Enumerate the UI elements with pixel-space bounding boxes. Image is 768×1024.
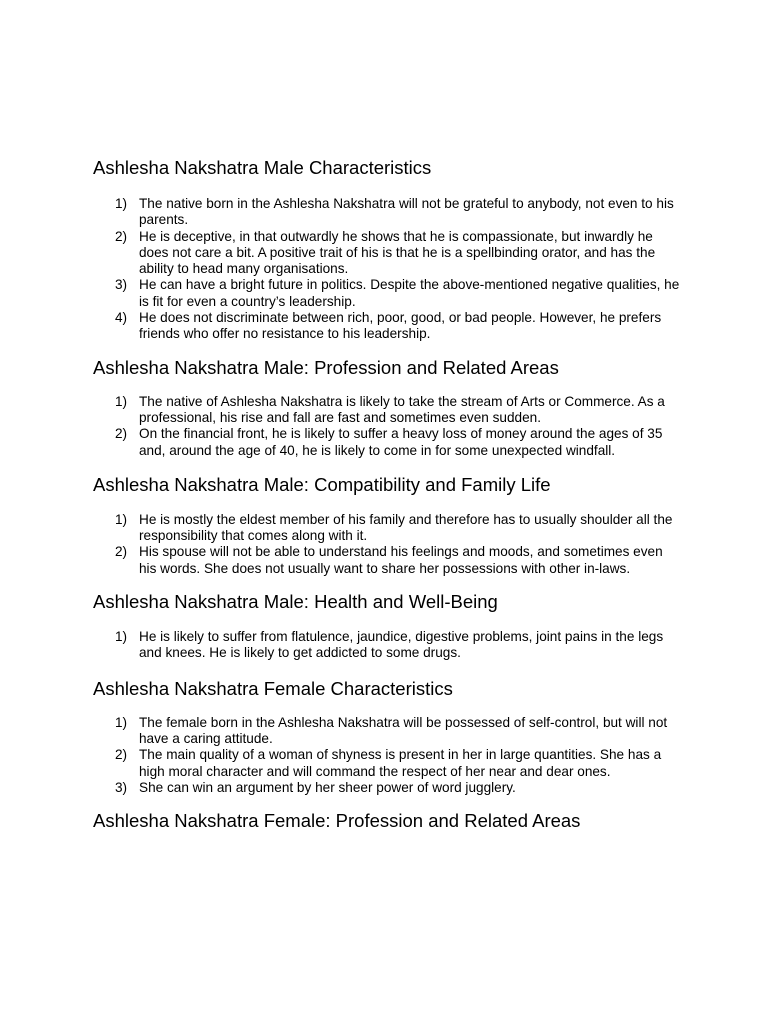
list-item	[93, 629, 683, 662]
section-male-family-life	[93, 474, 683, 577]
section-male-profession	[93, 357, 683, 459]
list-number: 2)	[115, 747, 128, 763]
list-item	[93, 229, 683, 278]
list-item-text: He does not discriminate between rich, poor, good, or bad people. However, he prefers friends who offer no resistance to his leadership.	[139, 310, 662, 342]
list-item-text: She can win an argument by her sheer power of word jugglery.	[139, 779, 516, 795]
list-item	[93, 426, 683, 459]
list-item-text: His spouse will not be able to understand his feelings and moods, and sometimes even his words. She does not usually want to share her possessions with other in-laws.	[139, 544, 663, 576]
section-heading: Ashlesha Nakshatra Male: Profession and Related Areas	[93, 356, 559, 378]
list-item	[93, 310, 683, 343]
numbered-list	[93, 512, 683, 577]
list-number: 1)	[115, 393, 128, 409]
section-heading: Ashlesha Nakshatra Male Characteristics	[93, 157, 432, 178]
list-number: 1)	[115, 714, 128, 730]
numbered-list	[93, 715, 683, 796]
list-number: 1)	[115, 196, 128, 211]
list-number: 1)	[115, 629, 128, 645]
list-item	[93, 715, 683, 748]
numbered-list	[93, 394, 683, 459]
list-number: 2)	[115, 544, 128, 560]
list-item-text: The native of Ashlesha Nakshatra is likely to take the stream of Arts or Commerce. As a professional, his rise and fall are fast and sometimes even sudden.	[139, 393, 665, 425]
list-item-text: The main quality of a woman of shyness is present in her in large quantities. She has a high moral character and will command the respect of her near and dear ones.	[139, 747, 662, 779]
list-item	[93, 780, 683, 796]
list-number: 2)	[115, 426, 128, 442]
list-item-text: The female born in the Ashlesha Nakshatra will be possessed of self-control, but will not have a caring attitude.	[139, 714, 668, 746]
list-item-text: He is deceptive, in that outwardly he shows that he is compassionate, but inwardly he does not care a bit. A positive trait of his is that he is a spellbinding orator, and has the ability to head many organisations.	[139, 228, 656, 277]
list-item-text: He can have a bright future in politics. Despite the above-mentioned negative qualities, he is fit for even a country’s leadership.	[139, 277, 680, 309]
list-item-text: He is likely to suffer from flatulence, jaundice, digestive problems, joint pains in the legs and knees. He is likely to get addicted to some drugs.	[139, 629, 664, 661]
list-item	[93, 512, 683, 545]
list-item	[93, 394, 683, 427]
list-item-text: The native born in the Ashlesha Nakshatra will not be grateful to anybody, not even to his parents.	[139, 196, 674, 228]
section-heading: Ashlesha Nakshatra Female Characteristics	[93, 677, 453, 699]
document-page	[93, 157, 683, 832]
section-heading: Ashlesha Nakshatra Male: Compatibility and Family Life	[93, 473, 551, 495]
section-female-profession	[93, 810, 683, 832]
numbered-list	[93, 196, 683, 343]
list-number: 2)	[115, 228, 128, 244]
section-male-characteristics	[93, 157, 683, 343]
section-heading: Ashlesha Nakshatra Male: Health and Well-Being	[93, 591, 498, 613]
list-number: 3)	[115, 779, 128, 795]
section-male-health	[93, 591, 683, 662]
list-item-text: On the financial front, he is likely to suffer a heavy loss of money around the ages of 35 and, around the age of 40, he is likely to come in for some unexpected windfall.	[139, 426, 663, 458]
list-item	[93, 544, 683, 577]
section-heading: Ashlesha Nakshatra Female: Profession and Related Areas	[93, 810, 581, 832]
list-item	[93, 747, 683, 780]
list-item	[93, 196, 683, 229]
list-item-text: He is mostly the eldest member of his family and therefore has to usually shoulder all the responsibility that comes along with it.	[139, 511, 673, 544]
list-number: 4)	[115, 310, 128, 326]
section-female-characteristics	[93, 678, 683, 796]
list-item	[93, 277, 683, 310]
list-number: 1)	[115, 511, 128, 527]
numbered-list	[93, 629, 683, 662]
list-number: 3)	[115, 277, 128, 293]
